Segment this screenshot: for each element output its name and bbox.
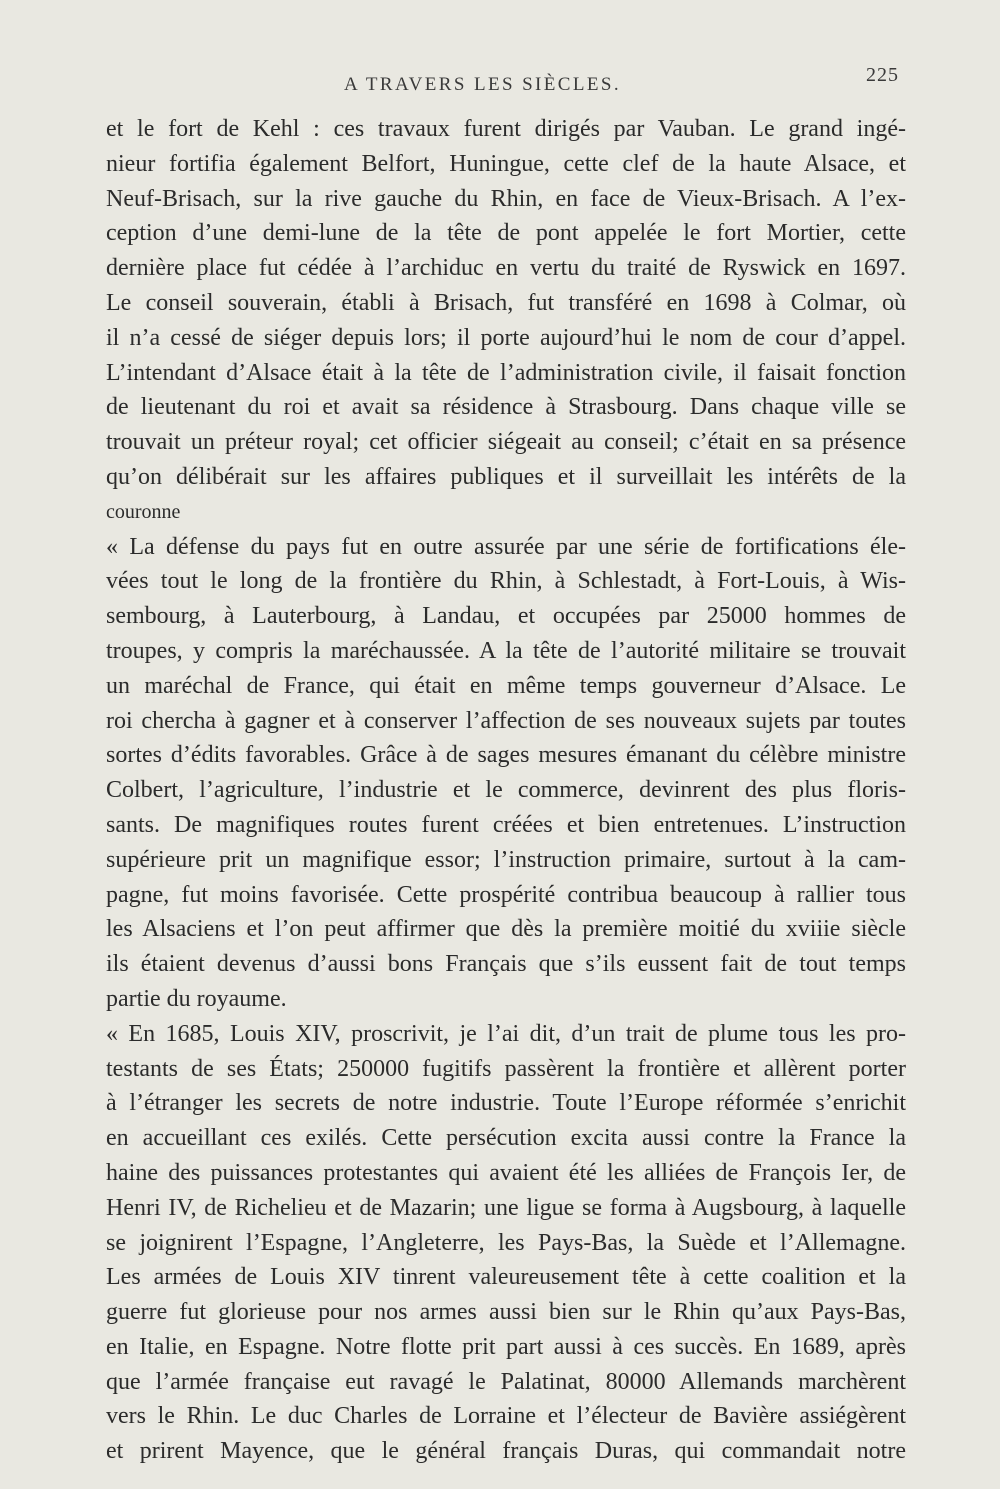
page-number: 225 [866, 64, 899, 86]
running-head [0, 64, 1000, 100]
text-line: Neuf-Brisach, sur la rive gauche du Rhin, en face de Vieux-Brisach. A l’ex- [106, 185, 906, 212]
text-line: Colbert, l’agriculture, l’industrie et le commerce, devinrent des plus floris- [106, 777, 906, 804]
text-line: se joignirent l’Espagne, l’Angleterre, les Pays-Bas, la Suède et l’Allemagne. [106, 1229, 906, 1256]
text-line: Les armées de Louis XIV tinrent valeureusement tête à cette coalition et la [106, 1264, 906, 1291]
text-line: que l’armée française eut ravagé le Palatinat, 80000 Allemands marchèrent [106, 1368, 906, 1395]
text-line: roi chercha à gagner et à conserver l’affection de ses nouveaux sujets par toutes [106, 707, 906, 734]
text-line: ception d’une demi-lune de la tête de pont appelée le fort Mortier, cette [106, 220, 906, 247]
text-line: en accueillant ces exilés. Cette persécution excita aussi contre la France la [106, 1125, 906, 1152]
text-line: couronne [106, 500, 181, 523]
text-line: Le conseil souverain, établi à Brisach, fut transféré en 1698 à Colmar, où [106, 289, 906, 316]
text-line: et le fort de Kehl : ces travaux furent dirigés par Vauban. Le grand ingé- [106, 116, 906, 142]
text-line: supérieure prit un magnifique essor; l’instruction primaire, surtout à la cam- [106, 846, 906, 873]
text-line: en Italie, en Espagne. Notre flotte prit part aussi à ces succès. En 1689, après [106, 1333, 906, 1360]
text-line: testants de ses États; 250000 fugitifs passèrent la frontière et allèrent porter [106, 1055, 906, 1082]
text-line: vers le Rhin. Le duc Charles de Lorraine et l’électeur de Bavière assiégèrent [106, 1403, 906, 1430]
text-line: Henri IV, de Richelieu et de Mazarin; une ligue se forma à Augsbourg, à laquelle [106, 1194, 906, 1221]
text-line: « La défense du pays fut en outre assurée par une série de fortifications éle- [106, 533, 906, 560]
text-line: de lieutenant du roi et avait sa résidence à Strasbourg. Dans chaque ville se [106, 394, 906, 421]
text-line: pagne, fut moins favorisée. Cette prospérité contribua beaucoup à rallier tous [106, 881, 906, 908]
text-line: sants. De magnifiques routes furent créées et bien entretenues. L’instruction [106, 811, 906, 838]
text-line: sortes d’édits favorables. Grâce à de sages mesures émanant du célèbre ministre [106, 742, 906, 769]
text-line: et prirent Mayence, que le général français Duras, qui commandait notre [106, 1438, 906, 1465]
text-line: qu’on délibérait sur les affaires publiques et il surveillait les intérêts de la [106, 463, 906, 490]
text-line: les Alsaciens et l’on peut affirmer que dès la première moitié du xviiie siècle [106, 916, 906, 943]
text-line: partie du royaume. [106, 985, 287, 1012]
text-line: haine des puissances protestantes qui avaient été les alliées de François Ier, de [106, 1159, 906, 1186]
text-line: trouvait un préteur royal; cet officier siégeait au conseil; c’était en sa présence [106, 429, 906, 456]
text-line: il n’a cessé de siéger depuis lors; il porte aujourd’hui le nom de cour d’appel. [106, 324, 906, 351]
text-line: L’intendant d’Alsace était à la tête de l’administration civile, il faisait fonction [106, 359, 906, 386]
body-text [106, 112, 906, 1469]
text-line: dernière place fut cédée à l’archiduc en vertu du traité de Ryswick en 1697. [106, 255, 906, 282]
text-line: troupes, y compris la maréchaussée. A la tête de l’autorité militaire se trouvait [106, 637, 906, 664]
text-line: à l’étranger les secrets de notre industrie. Toute l’Europe réformée s’enrichit [106, 1090, 906, 1117]
text-line: vées tout le long de la frontière du Rhin, à Schlestadt, à Fort-Louis, à Wis- [106, 568, 906, 595]
text-line: « En 1685, Louis XIV, proscrivit, je l’ai dit, d’un trait de plume tous les pro- [106, 1020, 906, 1047]
text-line: sembourg, à Lauterbourg, à Landau, et occupées par 25000 hommes de [106, 603, 906, 630]
text-line: ils étaient devenus d’aussi bons Français que s’ils eussent fait de tout temps [106, 951, 906, 978]
running-title: A TRAVERS LES SIÈCLES. [344, 74, 621, 95]
text-line: un maréchal de France, qui était en même temps gouverneur d’Alsace. Le [106, 672, 906, 699]
text-line: nieur fortifia également Belfort, Huningue, cette clef de la haute Alsace, et [106, 150, 906, 177]
text-line: guerre fut glorieuse pour nos armes aussi bien sur le Rhin qu’aux Pays-Bas, [106, 1299, 906, 1326]
